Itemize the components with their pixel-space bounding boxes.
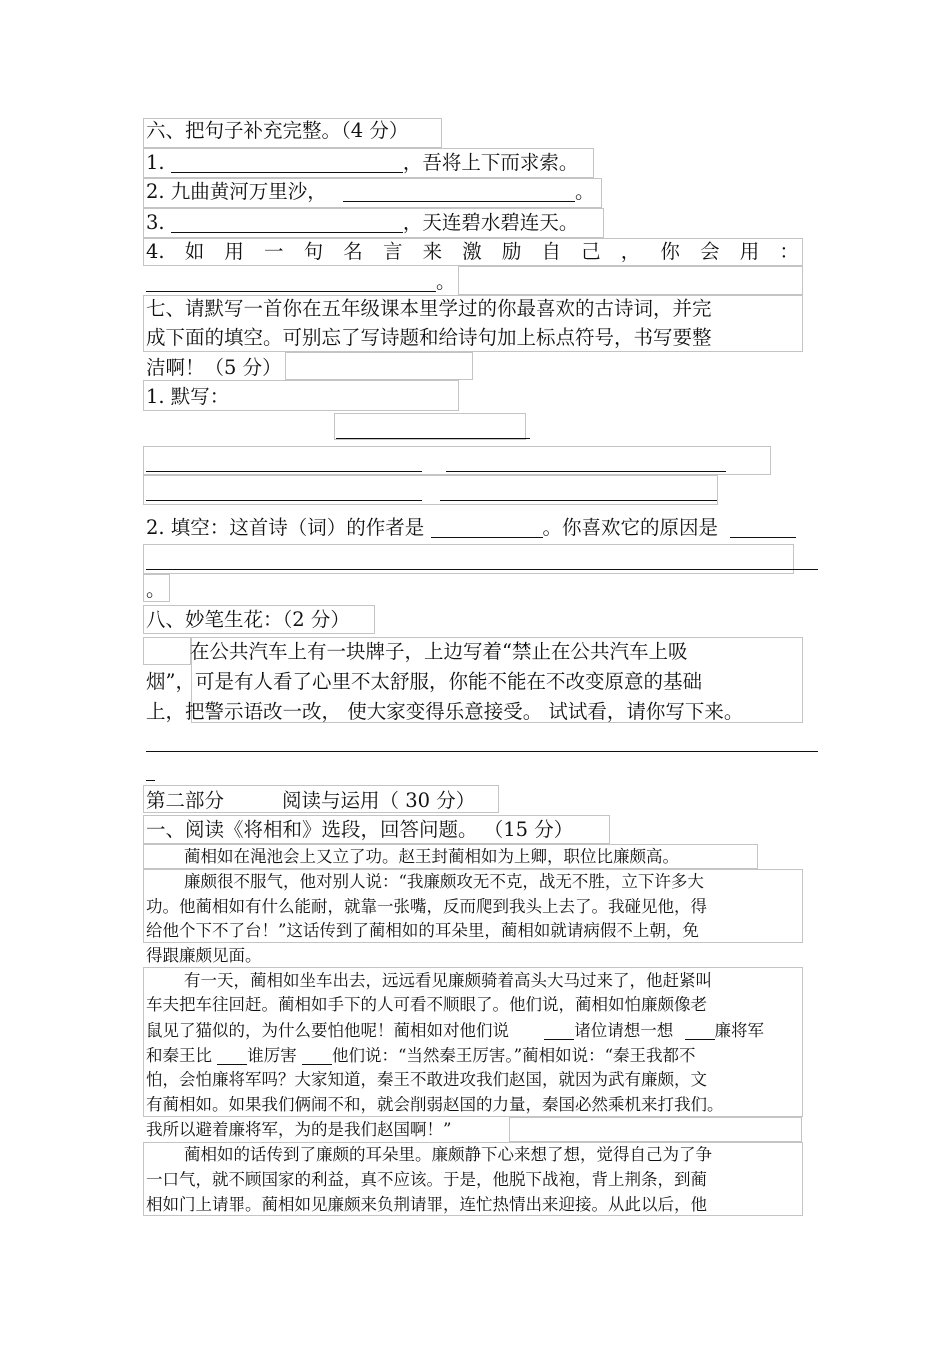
poem-line-blank — [146, 500, 422, 501]
frame — [143, 637, 191, 665]
passage-line: 廉颇很不服气，他对别人说：“我廉颇攻无不克，战无不胜，立下许多大 — [184, 872, 704, 891]
question-char: 自 — [541, 240, 562, 263]
frame — [458, 266, 803, 295]
section-6-heading: 六、把句子补充完整。（4 分） — [146, 119, 409, 142]
question-char: 一 — [264, 240, 284, 263]
passage-text: 诸位请想一想 — [574, 1021, 674, 1040]
passage-text: 他们说：“当然秦王厉害。”蔺相如说：“秦王我都不 — [332, 1046, 696, 1065]
punctuation-blank — [685, 1022, 715, 1040]
question-char: 4. — [146, 240, 165, 263]
passage-line: 一口气，就不顾国家的利益，真不应该。于是，他脱下战袍，背上荆条，到蔺 — [146, 1170, 707, 1189]
answer-blank — [171, 152, 403, 173]
reading-question-heading: 一、阅读《将相和》选段，回答问题。 （15 分） — [146, 818, 574, 841]
answer-blank — [171, 212, 403, 233]
question-text: 。 — [575, 180, 595, 203]
poem-line-blank — [446, 471, 726, 472]
part-2-heading — [146, 791, 475, 811]
frame — [334, 413, 526, 440]
question-char: 来 — [422, 240, 443, 263]
question-text: ，天连碧水碧连天。 — [402, 211, 579, 234]
passage-line: 怕，会怕廉将军吗？大家知道，秦王不敢进攻我们赵国，就因为武有廉颇，文 — [146, 1070, 707, 1089]
passage-line: 得跟廉颇见面。 — [146, 946, 262, 965]
part-2-title: 阅读与运用（ 30 分） — [282, 789, 476, 812]
question-text: 2. 九曲黄河万里沙， — [146, 180, 327, 203]
reason-blank — [730, 517, 796, 538]
question-text: ，吾将上下而求索。 — [402, 151, 579, 174]
poem-line-blank — [440, 500, 717, 501]
question-char: ： — [779, 240, 799, 263]
section-7-instructions: 洁啊！（5 分） — [146, 356, 282, 379]
question-char: ， — [620, 240, 641, 263]
answer-blank — [146, 271, 436, 292]
question-6-2 — [146, 181, 595, 202]
punctuation-blank — [217, 1047, 247, 1065]
passage-line: 有一天，蔺相如坐车出去，远远看见廉颇骑着高头大马过来了，他赶紧叫 — [184, 971, 712, 990]
question-6-4-answer — [146, 271, 456, 292]
question-char: 如 — [184, 240, 205, 263]
passage-line: 车夫把车往回赶。蔺相如手下的人可看不顺眼了。他们说，蔺相如怕廉颇像老 — [146, 995, 707, 1014]
question-char: 会 — [700, 240, 720, 263]
punctuation-blank — [302, 1047, 332, 1065]
question-text: 。 — [436, 270, 456, 293]
part-2-label: 第二部分 — [146, 789, 225, 812]
answer-line-end — [146, 780, 155, 781]
question-char: 句 — [303, 240, 324, 263]
section-8-prompt: 在公共汽车上有一块牌子，上边写着“禁止在公共汽车上吸 — [190, 640, 688, 663]
passage-text: 谁厉害 — [247, 1046, 297, 1065]
passage-text: 廉将军 — [714, 1021, 764, 1040]
question-6-4 — [146, 242, 799, 262]
answer-line — [146, 751, 818, 752]
fill-end-mark: 。 — [146, 578, 166, 601]
section-8-prompt: 烟”，可是有人看了心里不太舒服，你能不能在不改变原意的基础 — [146, 670, 702, 693]
frame — [509, 1117, 802, 1142]
question-char: 激 — [462, 240, 482, 263]
passage-text: 和秦王比 — [146, 1046, 212, 1065]
reason-blank-line — [146, 569, 818, 570]
poem-title-blank — [336, 438, 530, 439]
question-text: 。你喜欢它的原因是 — [542, 516, 719, 539]
frame — [285, 352, 473, 380]
question-number: 3. — [146, 211, 165, 234]
passage-line: 有蔺相如。如果我们俩闹不和，就会削弱赵国的力量，秦国必然乘机来打我们。 — [146, 1095, 724, 1114]
passage-line-with-blanks — [146, 1022, 764, 1040]
section-7-instructions: 成下面的填空。可别忘了写诗题和给诗句加上标点符号，书写要整 — [146, 326, 712, 349]
question-char: 名 — [343, 240, 363, 263]
poem-line-blank — [146, 471, 422, 472]
question-6-1 — [146, 152, 578, 173]
passage-line: 我所以避着廉将军，为的是我们赵国啊！” — [146, 1120, 452, 1139]
passage-line: 蔺相如的话传到了廉颇的耳朵里。廉颇静下心来想了想，觉得自己为了争 — [184, 1145, 712, 1164]
question-char: 用 — [224, 240, 244, 263]
section-8-prompt: 上，把警示语改一改， 使大家变得乐意接受。 试试看，请你写下来。 — [146, 700, 744, 723]
section-8-heading: 八、妙笔生花：（2 分） — [146, 608, 350, 631]
passage-line: 蔺相如在渑池会上又立了功。赵王封蔺相如为上卿，职位比廉颇高。 — [184, 847, 679, 866]
passage-line: 相如门上请罪。蔺相如见廉颇来负荆请罪，连忙热情出来迎接。从此以后，他 — [146, 1195, 707, 1214]
passage-line: 给他个下不了台！”这话传到了蔺相如的耳朵里，蔺相如就请病假不上朝，免 — [146, 921, 699, 940]
punctuation-blank — [544, 1022, 574, 1040]
passage-line-with-blanks — [146, 1047, 696, 1065]
question-char: 励 — [501, 240, 522, 263]
passage-text: 鼠见了猫似的，为什么要怕他呢！蔺相如对他们说 — [146, 1021, 509, 1040]
question-char: 你 — [660, 240, 680, 263]
section-7-heading: 七、请默写一首你在五年级课本里学过的你最喜欢的古诗词，并完 — [146, 297, 712, 320]
dictation-label: 1. 默写： — [146, 385, 230, 408]
question-number: 1. — [146, 151, 165, 174]
question-char: 己 — [581, 240, 601, 263]
question-6-3 — [146, 212, 578, 233]
question-char: 言 — [382, 240, 403, 263]
author-blank — [431, 517, 543, 538]
question-char: 用 — [739, 240, 760, 263]
passage-line: 功。他蔺相如有什么能耐，就靠一张嘴，反而爬到我头上去了。我碰见他，得 — [146, 897, 707, 916]
fill-question — [146, 517, 796, 538]
question-text: 2. 填空：这首诗（词）的作者是 — [146, 516, 425, 539]
answer-blank — [343, 181, 575, 202]
